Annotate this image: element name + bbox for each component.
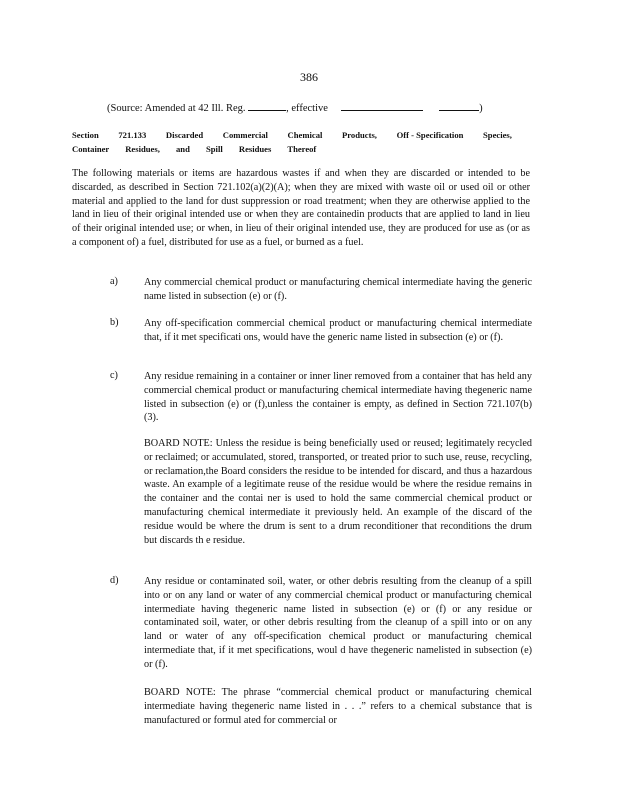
item-text: Any residue or contaminated soil, water, or other debris resulting from the cleanup of a spill into or on any land or water of any commercial chemical product or manufacturing chemical intermediate having thegeneric name listed in subsection (e) or (f) or any residue or contaminated soil, water, or other debris resulting from the cleanup of a spill into or on any land or water of any off-specification chemical product or manufacturing chemical intermediate that, if it met specifications, woul d have thegeneric namelisted in subsection (e) or (f).	[144, 576, 532, 670]
item-label: d)	[110, 575, 119, 586]
item-text: Any residue remaining in a container or inner liner removed from a container that has held any commercial chemical product or manufacturing chemical intermediate having thegeneric name listed in subsection (e) or (f),unless the container is empty, as defined in Section 721.107(b)(3).	[144, 371, 532, 424]
item-label: a)	[110, 276, 118, 287]
item-text: Any off-specification commercial chemical product or manufacturing chemical intermediate that, if it met specificati ons, would have the generic name listed in subsection (e) or (f).	[144, 318, 532, 343]
section-heading	[72, 129, 512, 156]
board-note-2: BOARD NOTE: The phrase “commercial chemical product or manufacturing chemical intermediate having thegeneric name listed in . . .” refers to a chemical substance that is manufactured or formul ated for commercial or	[144, 687, 532, 726]
heading-word: Off - Specification	[396, 130, 464, 140]
page-number: 386	[300, 70, 318, 84]
item-label: b)	[110, 317, 119, 328]
item-text: Any commercial chemical product or manufacturing chemical intermediate having the generic name listed in subsection (e) or (f).	[144, 277, 532, 302]
heading-word: Discarded	[165, 130, 204, 140]
heading-word: Section	[72, 130, 99, 140]
source-prefix: (Source: Amended at 42 Ill. Reg.	[107, 103, 246, 114]
intro-paragraph: The following materials or items are hazardous wastes if and when they are discarded or intended to be discarded, as described in Section 721.102(a)(2)(A); when they are mixed with waste oil or used oil or other material and applied to the land for dust suppression or road treatment; when they are otherwise applied to the land in lieu of their original intended use or when they are containedin products that are applied to land in lieu of their original intended use; or when, in lieu of their original intended use, they are produced for use as (or as a component of) a fuel, distributed for use as a fuel, or burned as a fuel.	[72, 168, 530, 248]
source-note	[107, 101, 483, 114]
board-note-1: BOARD NOTE: Unless the residue is being beneficially used or reused; legitimately recycled or reclaimed; or accumulated, stored, transported, or treated prior to such use, reuse, recycling, or reclamation,the Board considers the residue to be intended for discard, and thus a hazardous waste. An example of a legitimate reuse of the residue would be where the residue remains in the container and the contai ner is used to hold the same commercial chemical product or manufacturing chemical intermediate it previously held. An example of the discard of the residue would be where the drum is sent to a drum reconditioner that reconditions the drum but discards th e residue.	[144, 438, 532, 546]
source-suffix: )	[479, 103, 483, 114]
heading-word: 721.133	[118, 130, 147, 140]
blank-line	[248, 101, 286, 111]
heading-word: Chemical	[287, 130, 323, 140]
heading-word: Commercial	[222, 130, 268, 140]
heading-word: Species,	[483, 130, 512, 140]
heading-word: Products,	[342, 130, 377, 140]
heading-line-2: Container Residues, and Spill Residues Thereof	[72, 143, 317, 154]
blank-line	[439, 101, 479, 111]
blank-line	[341, 101, 423, 111]
source-effective: , effective	[286, 103, 328, 114]
item-label: c)	[110, 370, 118, 381]
heading-line-1	[72, 129, 512, 143]
